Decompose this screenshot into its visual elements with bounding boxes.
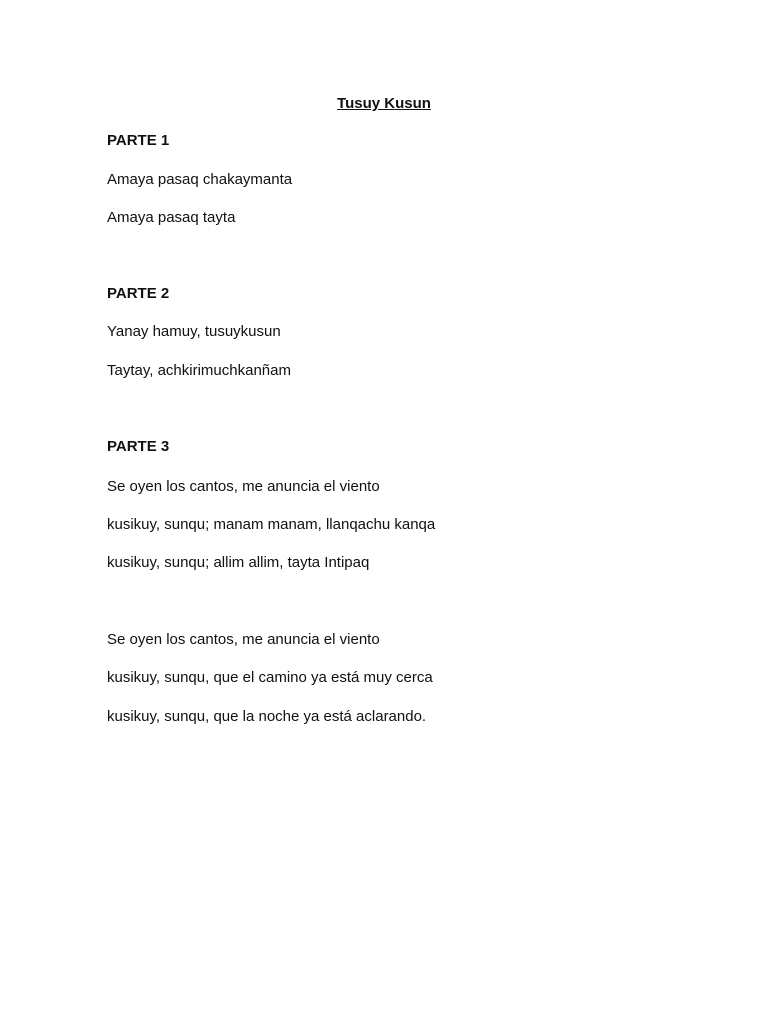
- parte-3-stanza-2-line-1: Se oyen los cantos, me anuncia el viento: [107, 631, 380, 648]
- parte-3-stanza-1-line-1: Se oyen los cantos, me anuncia el viento: [107, 478, 380, 495]
- parte-3-stanza-2-line-3: kusikuy, sunqu, que la noche ya está aclarando.: [107, 708, 427, 725]
- parte-2-heading: PARTE 2: [107, 285, 170, 302]
- parte-3-stanza-1-line-3: kusikuy, sunqu; allim allim, tayta Intipaq: [107, 554, 370, 571]
- parte-1-line-2: Amaya pasaq tayta: [107, 209, 236, 226]
- parte-2-line-2: Taytay, achkirimuchkanñam: [107, 362, 291, 379]
- parte-1-heading: PARTE 1: [107, 132, 170, 149]
- parte-3-stanza-2-line-2: kusikuy, sunqu, que el camino ya está muy cerca: [107, 669, 433, 686]
- parte-3-stanza-1-line-2: kusikuy, sunqu; manam manam, llanqachu kanqa: [107, 516, 436, 533]
- parte-1-line-1: Amaya pasaq chakaymanta: [107, 171, 293, 188]
- document-title: Tusuy Kusun: [337, 95, 431, 112]
- parte-2-line-1: Yanay hamuy, tusuykusun: [107, 323, 281, 340]
- parte-3-heading: PARTE 3: [107, 438, 170, 455]
